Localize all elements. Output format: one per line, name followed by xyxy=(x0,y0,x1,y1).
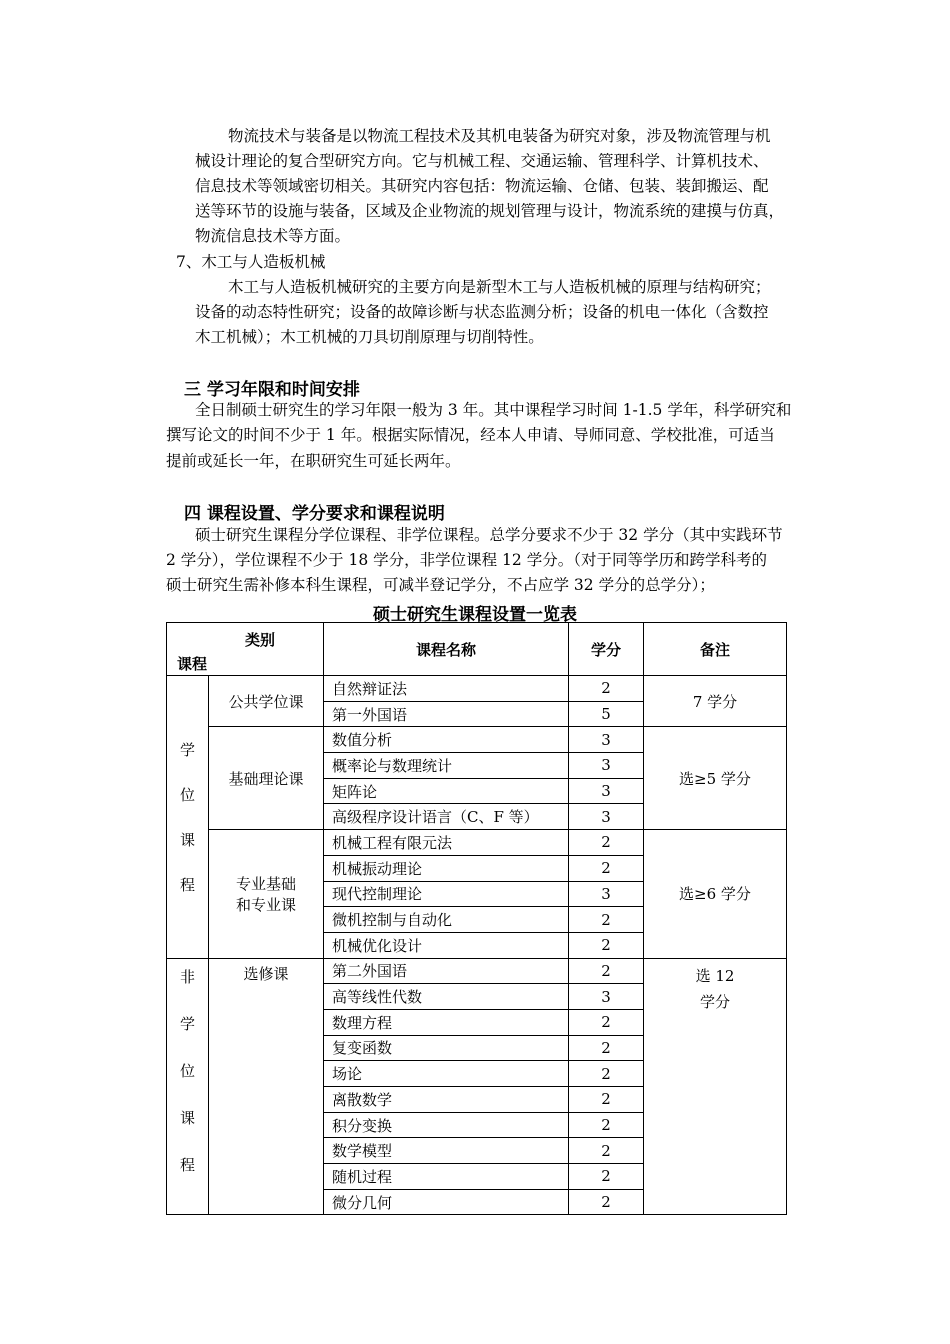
table-row xyxy=(167,830,787,856)
course-name: 第二外国语 xyxy=(324,958,569,984)
course-name: 复变函数 xyxy=(324,1035,569,1061)
group-note: 7 学分 xyxy=(644,676,787,727)
section4-heading: 四 课程设置、学分要求和课程说明 xyxy=(184,504,445,524)
course-name: 数学模型 xyxy=(324,1138,569,1164)
credit-header: 学分 xyxy=(569,623,644,676)
nondegree-course-label: 非 学 位 课 程 xyxy=(167,958,209,1215)
group-note: 选 12 学分 xyxy=(644,958,787,1215)
course-name: 微机控制与自动化 xyxy=(324,907,569,933)
wood-line-1: 木工与人造板机械研究的主要方向是新型木工与人造板机械的原理与结构研究； xyxy=(228,278,771,296)
category-header-top: 类别 xyxy=(245,631,276,649)
section3-line-2: 撰写论文的时间不少于 1 年。根据实际情况，经本人申请、导师同意、学校批准，可适当 xyxy=(166,426,775,444)
course-name: 矩阵论 xyxy=(324,778,569,804)
course-credit: 5 xyxy=(569,701,644,727)
table-row xyxy=(167,958,787,984)
group-note: 选≥5 学分 xyxy=(644,727,787,830)
course-credit: 2 xyxy=(569,1189,644,1215)
course-name: 高级程序设计语言（C、F 等） xyxy=(324,804,569,830)
category-header xyxy=(167,623,324,676)
course-credit: 2 xyxy=(569,855,644,881)
course-credit: 3 xyxy=(569,753,644,779)
course-name: 积分变换 xyxy=(324,1112,569,1138)
course-credit: 2 xyxy=(569,1035,644,1061)
table-title: 硕士研究生课程设置一览表 xyxy=(373,605,577,625)
course-name: 场论 xyxy=(324,1061,569,1087)
course-name-header: 课程名称 xyxy=(324,623,569,676)
course-name: 机械振动理论 xyxy=(324,855,569,881)
degree-course-label: 学 位 课 程 xyxy=(167,676,209,959)
section3-line-3: 提前或延长一年，在职研究生可延长两年。 xyxy=(166,452,461,470)
logistics-line-1: 物流技术与装备是以物流工程技术及其机电装备为研究对象，涉及物流管理与机 xyxy=(228,127,771,145)
course-credit: 2 xyxy=(569,1164,644,1190)
course-credit: 2 xyxy=(569,1087,644,1113)
course-credit: 2 xyxy=(569,1061,644,1087)
section4-line-2: 2 学分），学位课程不少于 18 学分，非学位课程 12 学分。（对于同等学历和跨学科考的 xyxy=(166,551,767,569)
logistics-line-2: 械设计理论的复合型研究方向。它与机械工程、交通运输、管理科学、计算机技术、 xyxy=(195,152,769,170)
wood-title: 7、木工与人造板机械 xyxy=(176,253,326,271)
section4-line-1: 硕士研究生课程分学位课程、非学位课程。总学分要求不少于 32 学分（其中实践环节 xyxy=(195,526,783,544)
course-credit: 2 xyxy=(569,1009,644,1035)
note-header: 备注 xyxy=(644,623,787,676)
section3-line-1: 全日制硕士研究生的学习年限一般为 3 年。其中课程学习时间 1-1.5 学年，科学研究和 xyxy=(195,401,792,419)
group-note: 选≥6 学分 xyxy=(644,830,787,958)
course-name: 离散数学 xyxy=(324,1087,569,1113)
course-credit: 3 xyxy=(569,804,644,830)
course-name: 微分几何 xyxy=(324,1189,569,1215)
category-header-bottom: 课程 xyxy=(177,655,208,673)
course-credit: 3 xyxy=(569,984,644,1010)
course-credit: 2 xyxy=(569,830,644,856)
wood-line-3: 木工机械）；木工机械的刀具切削原理与切削特性。 xyxy=(195,328,544,346)
section3-heading: 三 学习年限和时间安排 xyxy=(184,380,360,400)
course-credit: 2 xyxy=(569,676,644,702)
course-credit: 2 xyxy=(569,932,644,958)
section4-line-3: 硕士研究生需补修本科生课程，可减半登记学分，不占应学 32 学分的总学分）； xyxy=(166,576,715,594)
course-type-cell: 基础理论课 xyxy=(209,727,324,830)
course-type-cell: 专业基础 和专业课 xyxy=(209,830,324,958)
course-credit: 3 xyxy=(569,881,644,907)
logistics-line-4: 送等环节的设施与装备，区域及企业物流的规划管理与设计，物流系统的建摸与仿真， xyxy=(195,202,785,220)
course-name: 概率论与数理统计 xyxy=(324,753,569,779)
course-table xyxy=(166,622,787,1215)
course-credit: 3 xyxy=(569,778,644,804)
table-row xyxy=(167,676,787,702)
course-credit: 2 xyxy=(569,907,644,933)
course-credit: 2 xyxy=(569,1112,644,1138)
table-header-row xyxy=(167,623,787,676)
course-credit: 2 xyxy=(569,958,644,984)
course-name: 随机过程 xyxy=(324,1164,569,1190)
course-name: 高等线性代数 xyxy=(324,984,569,1010)
course-type-cell: 选修课 xyxy=(209,958,324,1215)
course-name: 第一外国语 xyxy=(324,701,569,727)
course-name: 数理方程 xyxy=(324,1009,569,1035)
logistics-line-5: 物流信息技术等方面。 xyxy=(195,227,351,245)
course-credit: 3 xyxy=(569,727,644,753)
course-credit: 2 xyxy=(569,1138,644,1164)
course-name: 现代控制理论 xyxy=(324,881,569,907)
course-name: 机械优化设计 xyxy=(324,932,569,958)
logistics-line-3: 信息技术等领域密切相关。其研究内容包括：物流运输、仓储、包装、装卸搬运、配 xyxy=(195,177,769,195)
wood-line-2: 设备的动态特性研究；设备的故障诊断与状态监测分析；设备的机电一体化（含数控 xyxy=(195,303,769,321)
course-name: 数值分析 xyxy=(324,727,569,753)
course-name: 机械工程有限元法 xyxy=(324,830,569,856)
course-type-cell: 公共学位课 xyxy=(209,676,324,727)
table-row xyxy=(167,727,787,753)
course-name: 自然辩证法 xyxy=(324,676,569,702)
